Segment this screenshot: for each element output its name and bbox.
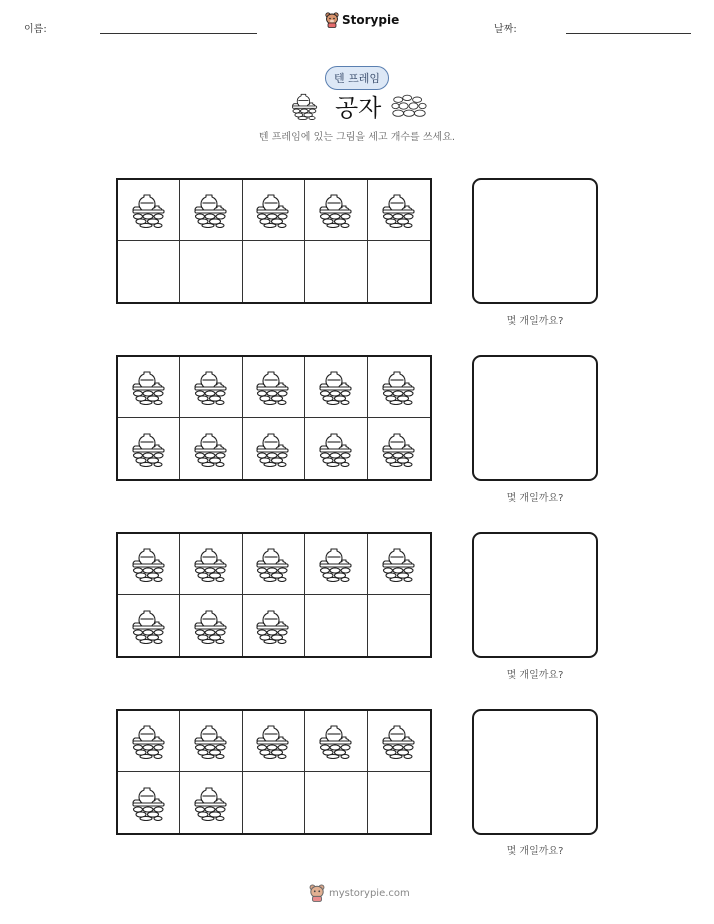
pottery-on-stones-icon (381, 369, 417, 405)
frame-cell (305, 772, 367, 833)
question-label-2: 몇 개일까요? (506, 493, 564, 504)
brand-logo (325, 12, 399, 28)
pottery-on-stones-icon (255, 608, 291, 644)
pottery-on-stones-icon (381, 431, 417, 467)
frame-cell-filled (243, 595, 305, 656)
answer-box-4[interactable] (472, 709, 598, 835)
pottery-on-stones-icon (131, 431, 167, 467)
page-title: 공자 (335, 94, 382, 122)
name-label: 이름: (24, 24, 47, 35)
pottery-on-stones-icon (255, 723, 291, 759)
frame-cell-filled (305, 534, 367, 595)
pottery-on-stones-icon (131, 369, 167, 405)
question-label-1: 몇 개일까요? (506, 316, 564, 327)
frame-cell-filled (180, 772, 242, 833)
frame-cell-filled (118, 418, 180, 479)
pottery-on-stones-icon (193, 431, 229, 467)
pottery-on-stones-icon (193, 723, 229, 759)
pottery-on-stones-icon (318, 431, 354, 467)
frame-cell (368, 241, 430, 302)
frame-cell-filled (368, 418, 430, 479)
pottery-on-stones-icon (131, 723, 167, 759)
frame-cell-filled (305, 357, 367, 418)
frame-cell-filled (305, 418, 367, 479)
pottery-on-stones-icon (318, 546, 354, 582)
frame-cell (118, 241, 180, 302)
pottery-on-stones-icon (318, 723, 354, 759)
frame-cell-filled (305, 180, 367, 241)
answer-box-3[interactable] (472, 532, 598, 658)
question-label-3: 몇 개일까요? (506, 670, 564, 681)
frame-cell-filled (243, 357, 305, 418)
brand-name: Storypie (342, 13, 400, 27)
question-label-4: 몇 개일까요? (506, 846, 564, 857)
pottery-on-stones-icon (131, 785, 167, 821)
frame-cell-filled (368, 180, 430, 241)
instructions: 텐 프레임에 있는 그림을 세고 개수를 쓰세요. (258, 132, 456, 143)
footer-url[interactable]: mystorypie.com (329, 887, 410, 899)
pottery-on-stones-icon (318, 192, 354, 228)
date-label: 날짜: (494, 24, 517, 35)
frame-cell-filled (180, 357, 242, 418)
pottery-on-stones-icon (193, 192, 229, 228)
footer (309, 884, 410, 902)
frame-cell (243, 772, 305, 833)
frame-cell-filled (180, 418, 242, 479)
frame-cell-filled (118, 180, 180, 241)
pottery-on-stones-icon (255, 192, 291, 228)
ten-frame-4 (116, 709, 432, 835)
frame-cell-filled (180, 534, 242, 595)
pottery-on-stones-icon (318, 369, 354, 405)
frame-cell-filled (243, 418, 305, 479)
pottery-on-stones-icon (131, 608, 167, 644)
ten-frame-1 (116, 178, 432, 304)
pottery-on-stones-icon (291, 92, 319, 120)
frame-cell-filled (368, 711, 430, 772)
pottery-on-stones-icon (131, 546, 167, 582)
frame-cell-filled (243, 534, 305, 595)
pottery-on-stones-icon (193, 546, 229, 582)
pottery-on-stones-icon (193, 608, 229, 644)
pottery-on-stones-icon (193, 785, 229, 821)
frame-cell-filled (118, 534, 180, 595)
pottery-on-stones-icon (255, 431, 291, 467)
frame-cell-filled (368, 534, 430, 595)
frame-cell (368, 595, 430, 656)
frame-cell-filled (118, 595, 180, 656)
pottery-on-stones-icon (381, 192, 417, 228)
frame-cell (305, 595, 367, 656)
pottery-on-stones-icon (131, 192, 167, 228)
answer-box-2[interactable] (472, 355, 598, 481)
pottery-on-stones-icon (193, 369, 229, 405)
frame-cell-filled (180, 180, 242, 241)
pottery-on-stones-icon (255, 369, 291, 405)
ten-frame-3 (116, 532, 432, 658)
ten-frame-2 (116, 355, 432, 481)
name-field-line[interactable] (100, 33, 257, 34)
answer-box-1[interactable] (472, 178, 598, 304)
stone-pile-icon (391, 92, 427, 120)
badge-label: 텐 프레임 (333, 72, 380, 85)
frame-cell-filled (118, 357, 180, 418)
worksheet-badge (325, 66, 389, 90)
pottery-on-stones-icon (381, 723, 417, 759)
frame-cell-filled (243, 180, 305, 241)
frame-cell-filled (243, 711, 305, 772)
pottery-on-stones-icon (381, 546, 417, 582)
frame-cell (305, 241, 367, 302)
bear-mascot-icon (309, 884, 325, 902)
pottery-on-stones-icon (255, 546, 291, 582)
frame-cell (180, 241, 242, 302)
frame-cell (243, 241, 305, 302)
frame-cell-filled (118, 711, 180, 772)
date-field-line[interactable] (566, 33, 691, 34)
frame-cell (368, 772, 430, 833)
frame-cell-filled (118, 772, 180, 833)
frame-cell-filled (305, 711, 367, 772)
frame-cell-filled (368, 357, 430, 418)
frame-cell-filled (180, 711, 242, 772)
bear-mascot-icon (325, 12, 339, 28)
frame-cell-filled (180, 595, 242, 656)
